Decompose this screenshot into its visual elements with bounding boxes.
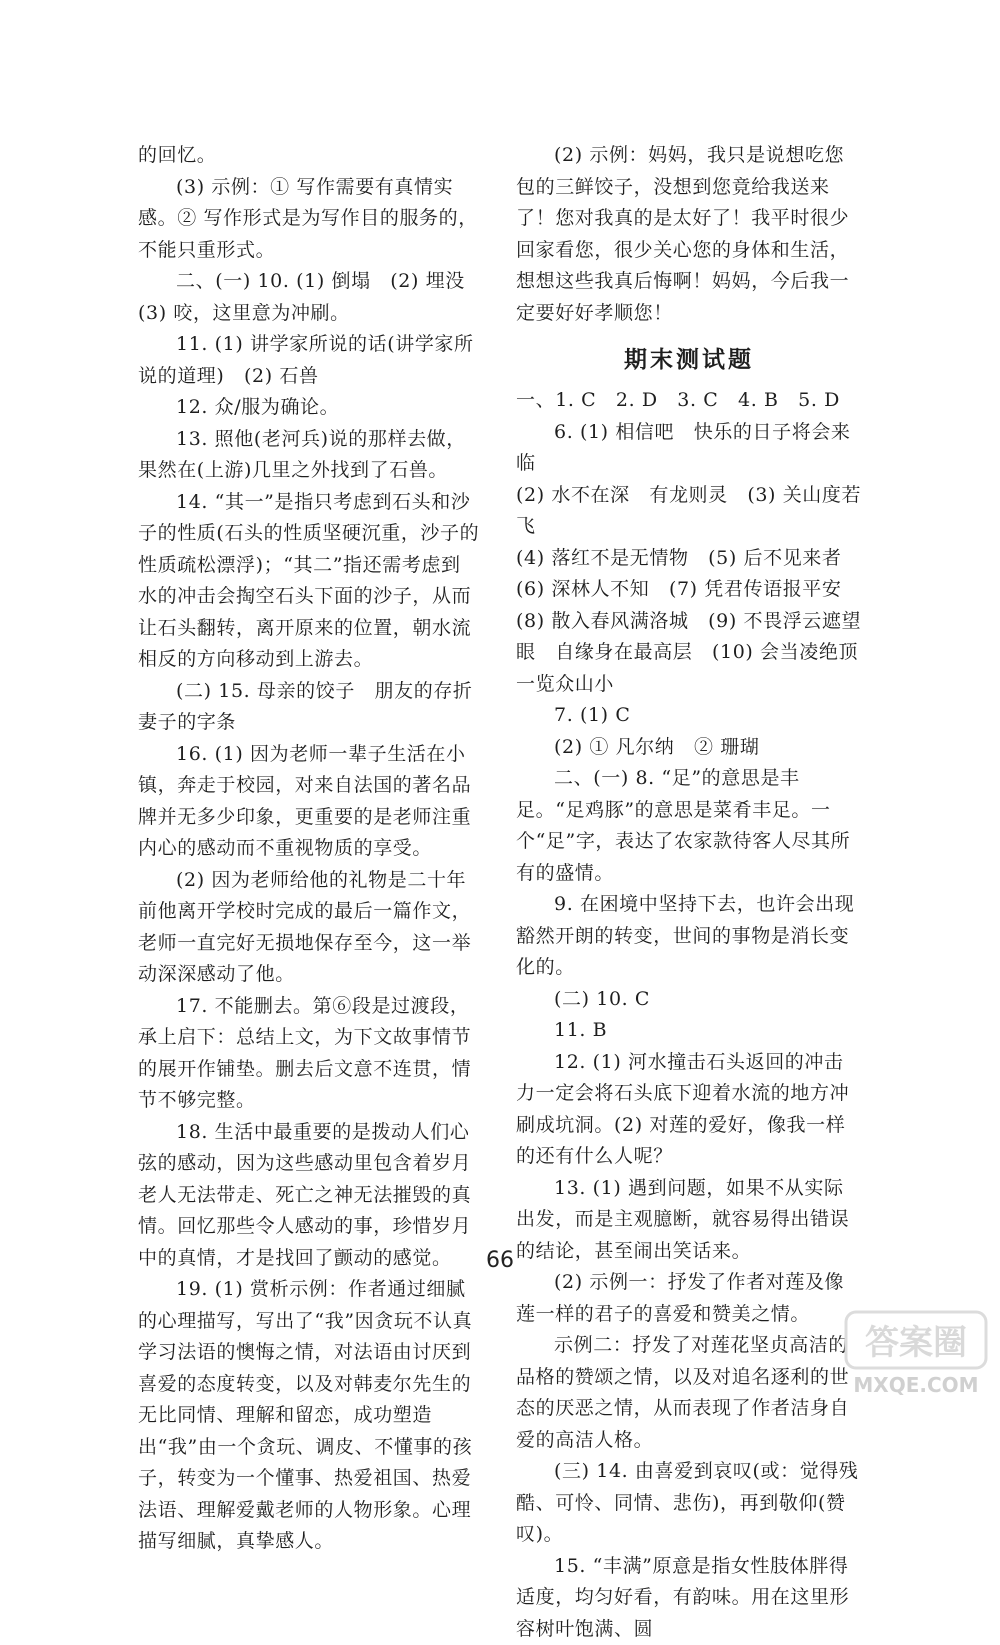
answer-paragraph: 9. 在困境中坚持下去，也许会出现豁然开朗的转变，世间的事物是消长变化的。	[516, 889, 862, 984]
answer-paragraph: (2) ① 凡尔纳 ② 珊瑚	[516, 732, 862, 764]
answer-paragraph: 16. (1) 因为老师一辈子生活在小镇，奔走于校园，对来自法国的著名品牌并无多少印象，更重要的是老师注重内心的感动而不重视物质的享受。	[138, 739, 480, 865]
answer-paragraph: (6) 深林人不知 (7) 凭君传语报平安	[516, 574, 862, 606]
answer-paragraph: 18. 生活中最重要的是拨动人们心弦的感动，因为这些感动里包含着岁月老人无法带走、死亡之神无法摧毁的真情。回忆那些令人感动的事，珍惜岁月中的真情，才是找回了颤动的感觉。	[138, 1117, 480, 1275]
answer-paragraph: 二、(一) 10. (1) 倒塌 (2) 埋没	[138, 266, 480, 298]
answer-paragraph: 7. (1) C	[516, 700, 862, 732]
answer-paragraph: (3) 咬，这里意为冲刷。	[138, 298, 480, 330]
answer-paragraph: 13. 照他(老河兵)说的那样去做，果然在(上游)几里之外找到了石兽。	[138, 424, 480, 487]
answer-paragraph: 11. B	[516, 1015, 862, 1047]
answer-paragraph: 示例二：抒发了对莲花坚贞高洁的品格的赞颂之情，以及对追名逐利的世态的厌恶之情，从而表现了作者洁身自爱的高洁人格。	[516, 1330, 862, 1456]
watermark-brand: 答案圈	[865, 1323, 967, 1363]
watermark-logo	[842, 1306, 992, 1400]
answer-paragraph: (2) 因为老师给他的礼物是二十年前他离开学校时完成的最后一篇作文，老师一直完好无损地保存至今，这一举动深深感动了他。	[138, 865, 480, 991]
answer-paragraph: 19. (1) 赏析示例：作者通过细腻的心理描写，写出了“我”因贪玩不认真学习法语的懊悔之情，对法语由讨厌到喜爱的态度转变，以及对韩麦尔先生的无比同情、理解和留恋，成功塑造出“我”由一个贪玩、调皮、不懂事的孩子，转变为一个懂事、热爱祖国、热爱法语、理解爱戴老师的人物形象。心理描写细腻，真挚感人。	[138, 1274, 480, 1558]
answer-paragraph: 15. “丰满”原意是指女性肢体胖得适度，均匀好看，有韵味。用在这里形容树叶饱满、圆	[516, 1551, 862, 1645]
section-title: 期末测试题	[516, 343, 862, 377]
answer-paragraph: (二) 15. 母亲的饺子 朋友的存折 妻子的字条	[138, 676, 480, 739]
answer-paragraph: (4) 落红不是无情物 (5) 后不见来者	[516, 543, 862, 575]
answer-paragraph: (2) 示例一：抒发了作者对莲及像莲一样的君子的喜爱和赞美之情。	[516, 1267, 862, 1330]
answer-paragraph: (二) 10. C	[516, 984, 862, 1016]
left-column	[138, 140, 480, 1558]
right-column-bottom	[516, 385, 862, 1645]
page-number: 66	[0, 1248, 1000, 1273]
answer-paragraph: 一、1. C 2. D 3. C 4. B 5. D	[516, 385, 862, 417]
answer-paragraph: (2) 水不在深 有龙则灵 (3) 关山度若飞	[516, 480, 862, 543]
answer-paragraph: 6. (1) 相信吧 快乐的日子将会来临	[516, 417, 862, 480]
answer-paragraph: 11. (1) 讲学家所说的话(讲学家所说的道理) (2) 石兽	[138, 329, 480, 392]
right-column	[516, 140, 862, 1645]
answer-paragraph: (3) 示例：① 写作需要有真情实感。② 写作形式是为写作目的服务的，不能只重形式。	[138, 172, 480, 267]
answer-paragraph: 14. “其一”是指只考虑到石头和沙子的性质(石头的性质坚硬沉重，沙子的性质疏松漂浮)；“其二”指还需考虑到水的冲击会掏空石头下面的沙子，从而让石头翻转，离开原来的位置，朝水流相反的方向移动到上游去。	[138, 487, 480, 676]
answer-paragraph: 13. (1) 遇到问题，如果不从实际出发，而是主观臆断，就容易得出错误的结论，甚至闹出笑话来。	[516, 1173, 862, 1268]
answer-paragraph: (2) 示例：妈妈，我只是说想吃您包的三鲜饺子，没想到您竟给我送来了！您对我真的是太好了！我平时很少回家看您，很少关心您的身体和生活，想想这些我真后悔啊！妈妈，今后我一定要好好孝顺您！	[516, 140, 862, 329]
answer-paragraph: (三) 14. 由喜爱到哀叹(或：觉得残酷、可怜、同情、悲伤)，再到敬仰(赞叹)。	[516, 1456, 862, 1551]
answer-paragraph: 的回忆。	[138, 140, 480, 172]
answer-paragraph: 12. (1) 河水撞击石头返回的冲击力一定会将石头底下迎着水流的地方冲刷成坑洞。(2) 对莲的爱好，像我一样的还有什么人呢？	[516, 1047, 862, 1173]
answer-paragraph: (8) 散入春风满洛城 (9) 不畏浮云遮望眼 自缘身在最高层 (10) 会当凌绝顶 一览众山小	[516, 606, 862, 701]
answer-paragraph: 17. 不能删去。第⑥段是过渡段，承上启下：总结上文，为下文故事情节的展开作铺垫。删去后文意不连贯，情节不够完整。	[138, 991, 480, 1117]
watermark-site: MXQE.COM	[853, 1373, 978, 1397]
right-column-top	[516, 140, 862, 329]
answer-paragraph: 12. 众/服为确论。	[138, 392, 480, 424]
answer-paragraph: 二、(一) 8. “足”的意思是丰足。“足鸡豚”的意思是菜肴丰足。一个“足”字，表达了农家款待客人尽其所有的盛情。	[516, 763, 862, 889]
